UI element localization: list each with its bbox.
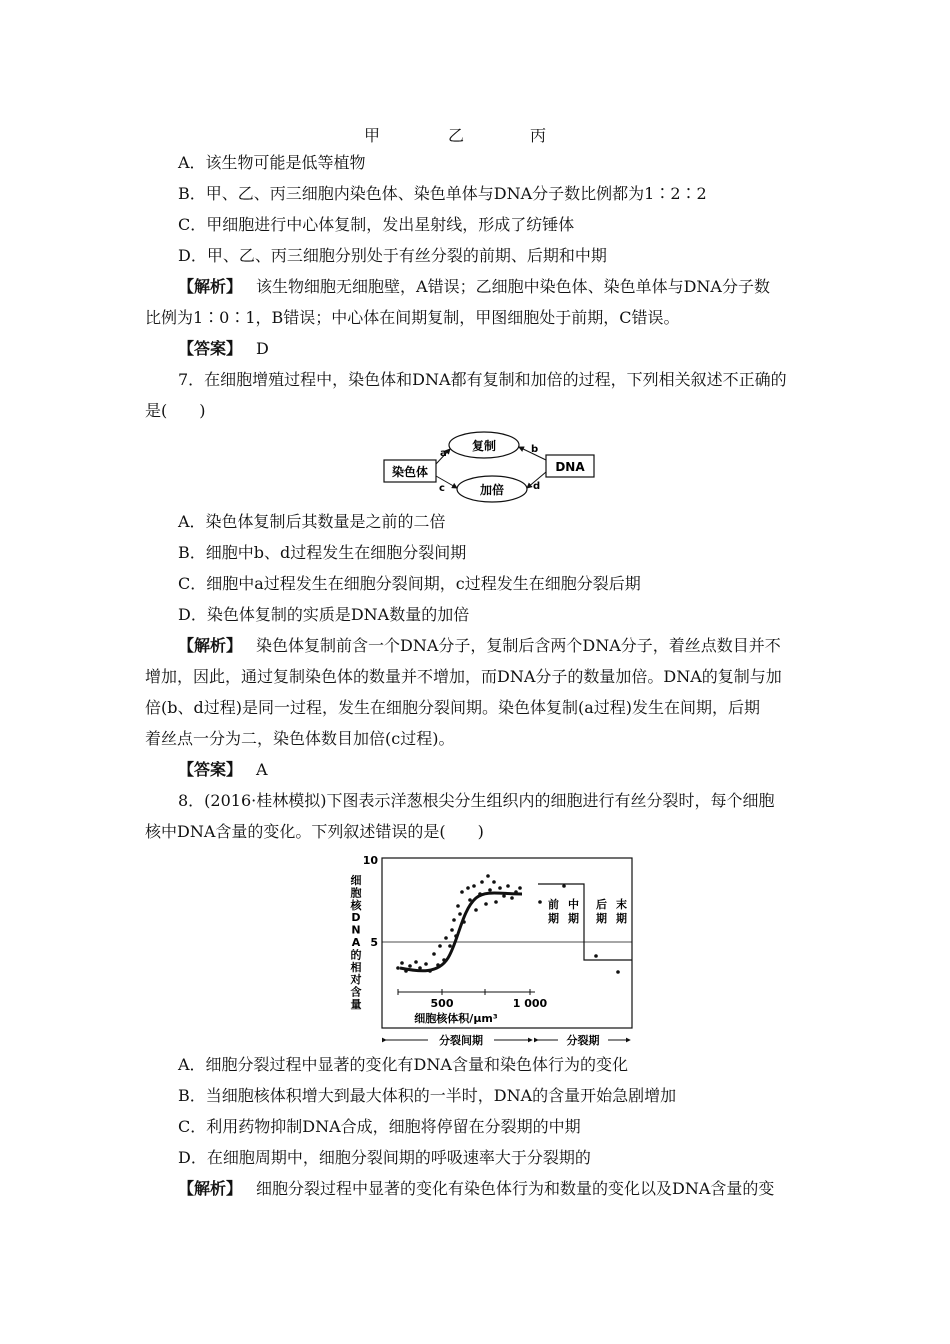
scatter-point xyxy=(462,920,466,924)
scatter-point xyxy=(466,886,470,890)
q6-option-d: D．甲、乙、丙三细胞分别处于有丝分裂的前期、后期和中期 xyxy=(178,246,607,265)
q7-stem-line-2: 是( ) xyxy=(145,401,206,420)
q7-analysis-tag: 【解析】 xyxy=(178,636,243,655)
scatter-point xyxy=(450,928,454,932)
scatter-point xyxy=(454,934,458,938)
label-d: d xyxy=(533,481,541,492)
scatter-point xyxy=(510,896,514,900)
y-axis-label-char: 量 xyxy=(350,998,362,1011)
q6-analysis-line-2: 比例为1∶0∶1，B错误；中心体在间期复制，甲图细胞处于前期，C错误。 xyxy=(145,308,680,327)
scatter-point xyxy=(492,880,496,884)
q8-stem-line-2: 核中DNA含量的变化。下列叙述错误的是( ) xyxy=(145,822,484,841)
scatter-point xyxy=(428,969,432,973)
q6-analysis-tag: 【解析】 xyxy=(178,277,243,296)
q7-option-c: C．细胞中a过程发生在细胞分裂间期，c过程发生在细胞分裂后期 xyxy=(178,574,641,593)
stage-metaphase: 中期 xyxy=(568,898,579,925)
figure-label-jia: 甲 xyxy=(364,126,381,145)
chromosome-label: 染色体 xyxy=(391,465,429,479)
q6-option-b: B．甲、乙、丙三细胞内染色体、染色单体与DNA分子数比例都为1∶2∶2 xyxy=(178,184,707,203)
y-axis-label xyxy=(350,873,363,1011)
q7-analysis-line-2: 增加，因此，通过复制染色体的数量并不增加，而DNA分子的数量加倍。DNA的复制与加 xyxy=(145,667,782,686)
scatter-point xyxy=(452,918,456,922)
y-axis-label-char: A xyxy=(351,936,361,949)
figure-label-bing: 丙 xyxy=(530,126,547,145)
q8-analysis-line-1: 【解析】 细胞分裂过程中显著的变化有染色体行为和数量的变化以及DNA含量的变 xyxy=(178,1179,775,1198)
scatter-point xyxy=(404,969,408,973)
y-axis-label-char: 细 xyxy=(350,874,362,887)
q8-option-c: C．利用药物抑制DNA合成，细胞将停留在分裂期的中期 xyxy=(178,1117,581,1136)
double-label: 加倍 xyxy=(479,483,505,497)
interphase-label: 分裂间期 xyxy=(439,1034,483,1047)
scatter-point xyxy=(506,884,510,888)
scatter-point xyxy=(514,890,518,894)
y-axis-label-char: D xyxy=(351,911,361,925)
scatter-point xyxy=(458,912,462,916)
stage-anaphase: 后期 xyxy=(596,898,607,925)
y-tick-10: 10 xyxy=(362,854,378,867)
label-b: b xyxy=(531,444,539,455)
q7-stem-line-1: 7．在细胞增殖过程中，染色体和DNA都有复制和加倍的过程，下列相关叙述不正确的 xyxy=(178,370,787,389)
scatter-point xyxy=(448,944,452,948)
scatter-point xyxy=(498,886,502,890)
q7-option-b: B．细胞中b、d过程发生在细胞分裂间期 xyxy=(178,543,467,562)
replicate-label: 复制 xyxy=(471,439,497,453)
q6-answer-tag: 【答案】 xyxy=(178,339,243,358)
y-axis-label-char: 含 xyxy=(350,985,362,999)
y-axis-label-char: 核 xyxy=(350,898,362,912)
scatter-point xyxy=(562,884,566,888)
dna-label: DNA xyxy=(555,460,585,474)
scatter-point xyxy=(396,966,400,970)
q7-answer-value: A xyxy=(256,760,268,779)
division-phase-label: 分裂期 xyxy=(566,1034,600,1047)
q7-analysis-line-4: 着丝点一分为二，染色体数目加倍(c过程)。 xyxy=(145,729,455,748)
q7-answer xyxy=(178,759,268,781)
scatter-point xyxy=(460,890,464,894)
q7-analysis-line-3: 倍(b、d过程)是同一过程，发生在细胞分裂间期。染色体复制(a过程)发生在间期，后期 xyxy=(145,698,760,717)
q8-chart xyxy=(340,850,640,1050)
scatter-point xyxy=(518,886,522,890)
scatter-point xyxy=(480,880,484,884)
scatter-point xyxy=(488,888,492,892)
y-axis-label-char: 对 xyxy=(350,973,362,987)
scatter-point xyxy=(486,874,490,878)
x-axis-label: 细胞核体积/μm³ xyxy=(414,1012,498,1025)
q6-answer xyxy=(178,338,269,360)
q6-analysis-line-1: 【解析】 该生物细胞无细胞壁，A错误；乙细胞中染色体、染色单体与DNA分子数 xyxy=(178,277,770,296)
scatter-point xyxy=(594,954,598,958)
q7-option-d: D．染色体复制的实质是DNA数量的加倍 xyxy=(178,605,470,624)
figure-labels xyxy=(0,123,950,145)
q8-analysis-tag: 【解析】 xyxy=(178,1179,243,1198)
y-axis-label-char: 的 xyxy=(350,948,362,962)
scatter-point xyxy=(468,898,472,902)
y-axis-label-char: 胞 xyxy=(350,886,362,900)
x-tick-1000: 1 000 xyxy=(512,997,548,1010)
y-tick-5: 5 xyxy=(370,936,378,949)
scatter-point xyxy=(432,952,436,956)
scatter-point xyxy=(424,962,428,966)
scatter-point xyxy=(438,944,442,948)
scatter-point xyxy=(538,900,542,904)
scatter-point xyxy=(400,961,404,965)
q6-option-a: A．该生物可能是低等植物 xyxy=(178,153,366,172)
q8-option-d: D．在细胞周期中，细胞分裂间期的呼吸速率大于分裂期的 xyxy=(178,1148,591,1167)
x-tick-500: 500 xyxy=(430,997,454,1010)
scatter-point xyxy=(616,970,620,974)
scatter-point xyxy=(494,900,498,904)
q8-option-b: B．当细胞核体积增大到最大体积的一半时，DNA的含量开始急剧增加 xyxy=(178,1086,677,1105)
scatter-point xyxy=(436,963,440,967)
q7-option-a: A．染色体复制后其数量是之前的二倍 xyxy=(178,512,446,531)
stage-prophase: 前期 xyxy=(548,898,559,925)
y-axis-label-char: N xyxy=(351,923,361,937)
scatter-point xyxy=(478,892,482,896)
q7-diagram xyxy=(380,428,600,506)
y-axis-label-char: 相 xyxy=(350,960,362,974)
scatter-point xyxy=(484,902,488,906)
label-c: c xyxy=(439,483,445,494)
scatter-point xyxy=(408,964,412,968)
figure-label-yi: 乙 xyxy=(448,126,465,145)
chart-frame xyxy=(382,858,632,1028)
scatter-point xyxy=(418,966,422,970)
label-a: a xyxy=(440,448,447,459)
q7-answer-tag: 【答案】 xyxy=(178,760,243,779)
q7-analysis-line-1: 【解析】 染色体复制前含一个DNA分子，复制后含两个DNA分子，着丝点数目并不 xyxy=(178,636,781,655)
q8-option-a: A．细胞分裂过程中显著的变化有DNA含量和染色体行为的变化 xyxy=(178,1055,628,1074)
q6-option-c: C．甲细胞进行中心体复制，发出星射线，形成了纺锤体 xyxy=(178,215,575,234)
q6-answer-value: D xyxy=(256,339,269,358)
scatter-point xyxy=(414,960,418,964)
scatter-point xyxy=(472,884,476,888)
scatter-point xyxy=(456,904,460,908)
scatter-point xyxy=(474,908,478,912)
stage-telophase: 末期 xyxy=(616,898,627,925)
q8-stem-line-1: 8．(2016·桂林模拟)下图表示洋葱根尖分生组织内的细胞进行有丝分裂时，每个细胞 xyxy=(178,791,775,810)
scatter-point xyxy=(442,958,446,962)
scatter-point xyxy=(502,894,506,898)
scatter-point xyxy=(444,936,448,940)
